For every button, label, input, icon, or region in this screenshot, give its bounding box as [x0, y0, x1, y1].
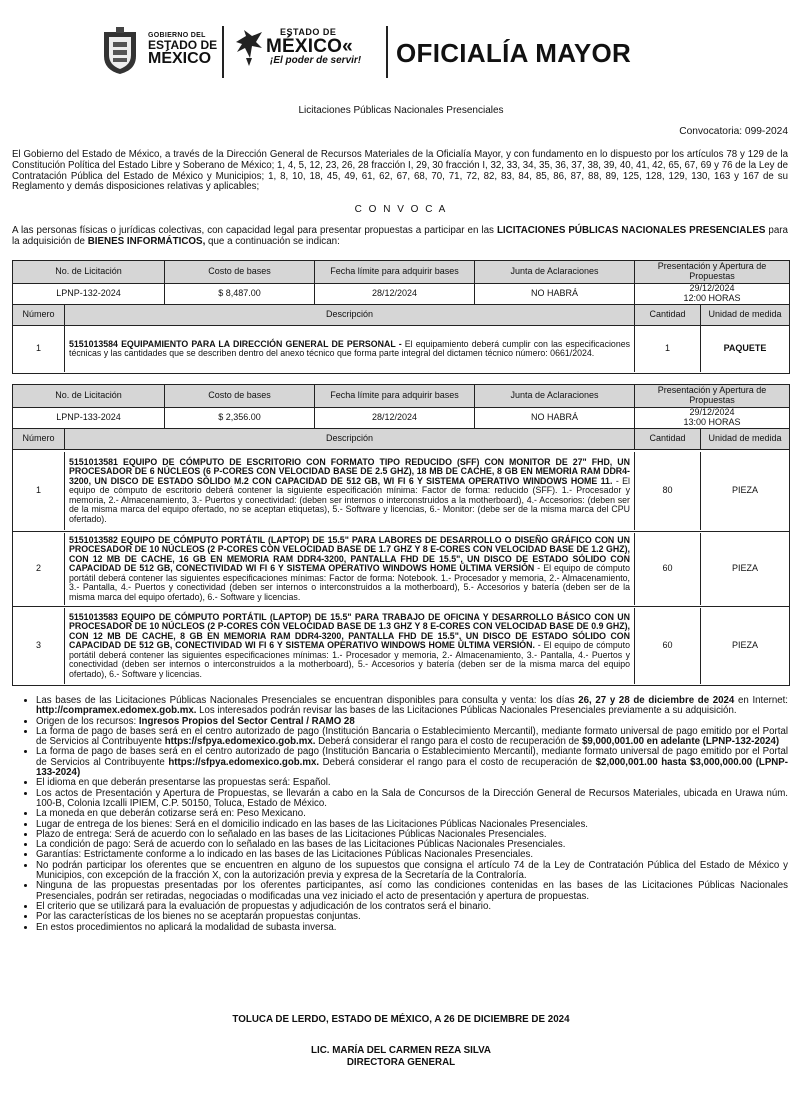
header-unidad: Unidad de medida: [708, 433, 782, 444]
item-description: 5151013581 EQUIPO DE CÓMPUTO DE ESCRITORIO CON FORMATO TIPO REDUCIDO (SFF) CON MONITOR DE 27" FHD, UN PROCESADOR DE 6 NÚCLEOS (6 P-CORES CON VELOCIDAD BASE DE 2.5 GHZ), 18 MB DE CACHE, 8 GB EN MEMORIA RAM DDR4-3200, UN DISCO DE ESTADO SÓLIDO M.2 CON CAPACIDAD DE 512 GB, WI FI 6 Y SISTEMA OPERATIVO WINDOWS HOME 11. - El equipo de cómputo de escritorio deberá contener la siguiente especificación mínima: Factor de forma: reducido (SFF). 1.- Procesador y memoria, 2.- Almacenamiento, 3.- Puertos y conectividad: (deben ser internos o interconstruidos a la motherboard), 4.- Accesorios: (deben ser de la misma marca del equipo ofertado, no se aceptan etiquetas), 5.- Software y licencias, 6.- Monitor: (debe ser de la misma marca del CPU ofertado).: [65, 452, 635, 530]
item-unit: PIEZA: [731, 485, 758, 496]
invitation-paragraph: A las personas físicas o jurídicas colectivas, con capacidad legal para presentar propuestas a participar en las LICITACIONES PÚBLICAS NACIONALES PRESENCIALES para la adquisición de BIENES INFORMÁTICOS, que a continuación se indican:: [12, 225, 788, 247]
gob-line2: ESTADO DE: [148, 38, 218, 52]
gob-line3: MÉXICO: [148, 50, 212, 67]
list-item: • En estos procedimientos no aplicará la modalidad de subasta inversa.: [36, 923, 788, 933]
item-description: 5151013583 EQUIPO DE CÓMPUTO PORTÁTIL (LAPTOP) DE 15.5" PARA TRABAJO DE OFICINA Y DESARROLLO BÁSICO CON UN PROCESADOR DE 10 NÚCLEOS (2 P-CORES CON VELOCIDAD BASE DE 1.3 GHZ Y 8 E-CORES CON VELOCIDAD BASE DE 0.9 GHZ), CON 12 MB DE CACHE, 8 GB EN MEMORIA RAM DDR4-3200, PANTALLA FHD DE 15.5", UN DISCO DE ESTADO SÓLIDO CON CAPACIDAD DE 512 GB, CONECTIVIDAD WI FI 6 Y SISTEMA OPERATIVO WINDOWS HOME ÚLTIMA VERSIÓN. - El equipo de cómputo portátil deberá contener las siguientes especificaciones mínimas: 1.- Procesador y memoria, 2.- Almacenamiento, 3.- Pantalla, 4.- Puertos y conectividad (deben ser internos o interconstruidos a la motherboard), 5.- Accesorios y batería (deben ser de la misma marca del equipo ofertado), 6.- Software y licencias.: [65, 608, 635, 684]
list-item: • Por las características de los bienes no se aceptarán propuestas conjuntas.: [36, 912, 788, 922]
item-row: [13, 608, 789, 684]
convocatoria-number: Convocatoria: 099-2024: [679, 126, 788, 137]
licitacion-table-2: [12, 384, 790, 686]
table-header-row: [13, 385, 789, 407]
licitacion-number: LPNP-133-2024: [13, 408, 165, 428]
item-quantity: 1: [635, 326, 701, 372]
header-cantidad: Cantidad: [635, 305, 701, 325]
list-item: • Los actos de Presentación y Apertura de Propuestas, se llevarán a cabo en la Sala de Concursos de la Dirección General de Recursos Materiales, ubicada en Urawa núm. 100-B, Colonia Izcalli IPIEM, C.P. 50150, Toluca, Estado de México.: [36, 789, 788, 810]
header-presentacion: Presentación y Apertura de Propuestas: [657, 385, 767, 405]
header-costo: Costo de bases: [165, 385, 315, 407]
licitacion-deadline: 28/12/2024: [315, 408, 475, 428]
office-title: OFICIALÍA MAYOR: [396, 38, 632, 68]
item-row: [13, 452, 789, 530]
header-fecha: Fecha límite para adquirir bases: [315, 385, 475, 407]
header-no-licitacion: No. de Licitación: [13, 261, 165, 283]
items-header-row: [13, 305, 789, 325]
list-item: • No podrán participar los oferentes que se encuentren en alguno de los supuestos que consigna el artículo 74 de la Ley de Contratación Pública del Estado de México y Municipios, con excepción de la fracción X, con la autorización previa y expresa de la Secretaría de la Contraloría.: [36, 861, 788, 882]
signer-title: DIRECTORA GENERAL: [346, 1057, 456, 1068]
item-quantity: 60: [635, 533, 701, 605]
header-logos: [100, 24, 760, 86]
licitacion-number: LPNP-132-2024: [13, 284, 165, 304]
item-number: 1: [13, 452, 65, 530]
estado-logo-text: [266, 28, 361, 66]
item-number: 2: [13, 533, 65, 605]
list-item: • La moneda en que deberán cotizarse será en: Peso Mexicano.: [36, 809, 788, 819]
item-quantity: 80: [635, 452, 701, 530]
estado-slogan: ¡El poder de servir!: [270, 55, 362, 66]
item-number: 3: [13, 608, 65, 684]
table-row: [13, 408, 789, 428]
header-fecha: Fecha límite para adquirir bases: [315, 261, 475, 283]
document-heading: Licitaciones Públicas Nacionales Presenciales: [298, 105, 504, 116]
licitacion-presentation: [635, 284, 789, 304]
item-row: [13, 533, 789, 605]
table-row: [13, 284, 789, 304]
licitacion-junta: NO HABRÁ: [475, 284, 635, 304]
item-unit: PAQUETE: [723, 343, 767, 354]
licitacion-presentation: [635, 408, 789, 428]
header-junta: Junta de Aclaraciones: [475, 261, 635, 283]
list-item: • Origen de los recursos: Ingresos Propios del Sector Central / RAMO 28: [36, 717, 788, 727]
item-unit: PIEZA: [731, 640, 758, 651]
list-item: • La forma de pago de bases será en el centro autorizado de pago (Institución Bancaria o Establecimiento Mercantil), mediante formato universal de pago emitido por el Portal de Servicios al Contribuyente https://sfpya.edomexico.gob.mx. Deberá considerar el rango para el costo de recuperación de $2,000,001.00 hasta $3,000,000.00 (LPNP-133-2024): [36, 747, 788, 778]
estado-line1: ESTADO DE: [280, 27, 337, 37]
estado-line2: MÉXICO«: [266, 36, 353, 57]
bird-logo-icon: [234, 28, 264, 68]
header-costo: Costo de bases: [165, 261, 315, 283]
header-junta: Junta de Aclaraciones: [475, 385, 635, 407]
gob-line1: GOBIERNO DEL: [148, 32, 206, 39]
item-row: [13, 326, 789, 372]
header-cantidad: Cantidad: [635, 429, 701, 449]
licitacion-deadline: 28/12/2024: [315, 284, 475, 304]
header-no-licitacion: No. de Licitación: [13, 385, 165, 407]
place-date: TOLUCA DE LERDO, ESTADO DE MÉXICO, A 26 DE DICIEMBRE DE 2024: [232, 1014, 570, 1025]
header-divider: [222, 26, 224, 78]
table-header-row: [13, 261, 789, 283]
presentation-date: 29/12/2024: [689, 284, 735, 294]
header-numero: Número: [13, 305, 65, 325]
list-item: • Ninguna de las propuestas presentadas por los oferentes participantes, así como las condiciones contenidas en las bases de las Licitaciones Públicas Nacionales Presenciales, podrán ser retiradas, negociadas o modificadas una vez iniciado el acto de presentación y apertura de propuestas.: [36, 881, 788, 902]
list-item: • La forma de pago de bases será en el centro autorizado de pago (Institución Bancaria o Establecimiento Mercantil), mediante formato universal de pago emitido por el Portal de Servicios al Contribuyente https://sfpya.edomexico.gob.mx. Deberá considerar el rango para el costo de recuperación de $9,000,001.00 en adelante (LPNP-132-2024): [36, 727, 788, 748]
licitacion-junta: NO HABRÁ: [475, 408, 635, 428]
header-presentacion: Presentación y Apertura de Propuestas: [657, 261, 767, 281]
intro-paragraph: El Gobierno del Estado de México, a través de la Dirección General de Recursos Materiales de la Oficialía Mayor, y con fundamento en lo dispuesto por los artículos 78 y 129 de la Constitución Política del Estado Libre y Soberano de México; 1, 4, 5, 12, 23, 26, 28 fracción I, 29, 30 fracción I, 32, 33, 34, 35, 36, 37, 38, 39, 40, 41, 42, 65, 67, 69 y 76 de la Ley de Contratación Pública del Estado de México y Municipios; 1, 8, 10, 18, 45, 49, 61, 62, 67, 68, 70, 71, 72, 82, 83, 84, 85, 86, 87, 88, 89, 125, 128, 129, 130, 163 y 167 de su Reglamento y demás disposiciones relativas y aplicables;: [12, 149, 788, 193]
list-item: • Garantías: Estrictamente conforme a lo indicado en las bases de las Licitaciones Públicas Nacionales Presenciales.: [36, 850, 788, 860]
presentation-time: 12:00 HORAS: [683, 293, 741, 303]
item-number: 1: [13, 326, 65, 372]
licitacion-table-1: [12, 260, 790, 374]
list-item: • El criterio que se utilizará para la evaluación de propuestas y adjudicación de los contratos será el binario.: [36, 902, 788, 912]
list-item: • Lugar de entrega de los bienes: Será en el domicilio indicado en las bases de las Licitaciones Públicas Nacionales Presenciales.: [36, 820, 788, 830]
signer-name: LIC. MARÍA DEL CARMEN REZA SILVA: [311, 1045, 491, 1056]
licitacion-cost: $ 8,487.00: [165, 284, 315, 304]
header-numero: Número: [13, 429, 65, 449]
header-descripcion: Descripción: [65, 429, 635, 449]
header-unidad: Unidad de medida: [708, 309, 782, 320]
header-divider: [386, 26, 388, 78]
list-item: • La condición de pago: Será de acuerdo con lo señalado en las bases de las Licitaciones Públicas Nacionales Presenciales.: [36, 840, 788, 850]
header-descripcion: Descripción: [65, 305, 635, 325]
item-description: 5151013582 EQUIPO DE CÓMPUTO PORTÁTIL (LAPTOP) DE 15.5" PARA LABORES DE DESARROLLO O DISEÑO GRÁFICO CON UN PROCESADOR DE 10 NÚCLEOS (2 P-CORES CON VELOCIDAD BASE DE 1.7 GHZ Y 8 E-CORES CON VELOCIDAD BASE DE 1.2 GHZ), CON 12 MB DE CACHE, 16 GB EN MEMORIA RAM DDR4-3200, PANTALLA FHD DE 15.5", UN DISCO DE ESTADO SÓLIDO CON CAPACIDAD DE 512 GB, CONECTIVIDAD WI FI 6 Y SISTEMA OPERATIVO WINDOWS HOME ÚLTIMA VERSIÓN - El equipo de cómputo portátil deberá contener las siguientes especificaciones mínimas: Factor de forma: Notebook. 1.- Procesador y memoria, 2.- Almacenamiento, 3.- Pantalla, 4.- Puertos y conectividad (deben ser internos o interconstruidos a la motherboard), 5.- Accesorios y batería (deben ser de la misma marca del equipo ofertado), 6.- Software y licencias.: [65, 533, 635, 605]
list-item: • Las bases de las Licitaciones Públicas Nacionales Presenciales se encuentran disponibles para consulta y venta: los días 26, 27 y 28 de diciembre de 2024 en Internet: http://compramex.edomex.gob.mx. Los interesados podrán revisar las bases de las Licitaciones Públicas Nacionales Presenciales previamente a su adquisición.: [36, 696, 788, 717]
state-seal-icon: [100, 26, 140, 76]
item-unit: PIEZA: [731, 563, 758, 574]
conditions-list: [12, 696, 788, 933]
presentation-time: 13:00 HORAS: [683, 417, 741, 427]
convoca-heading: C O N V O C A: [354, 204, 448, 215]
item-quantity: 60: [635, 608, 701, 684]
licitacion-cost: $ 2,356.00: [165, 408, 315, 428]
presentation-date: 29/12/2024: [689, 408, 735, 418]
gobierno-logo-text: [148, 32, 217, 67]
list-item: • El idioma en que deberán presentarse las propuestas será: Español.: [36, 778, 788, 788]
item-description: 5151013584 EQUIPAMIENTO PARA LA DIRECCIÓN GENERAL DE PERSONAL - El equipamiento deberá cumplir con las especificaciones técnicas y las cantidades que se describen dentro del anexo técnico que forma parte integral del dictamen técnico número: 0661/2024.: [65, 326, 635, 372]
list-item: • Plazo de entrega: Será de acuerdo con lo señalado en las bases de las Licitaciones Públicas Nacionales Presenciales.: [36, 830, 788, 840]
items-header-row: [13, 429, 789, 449]
